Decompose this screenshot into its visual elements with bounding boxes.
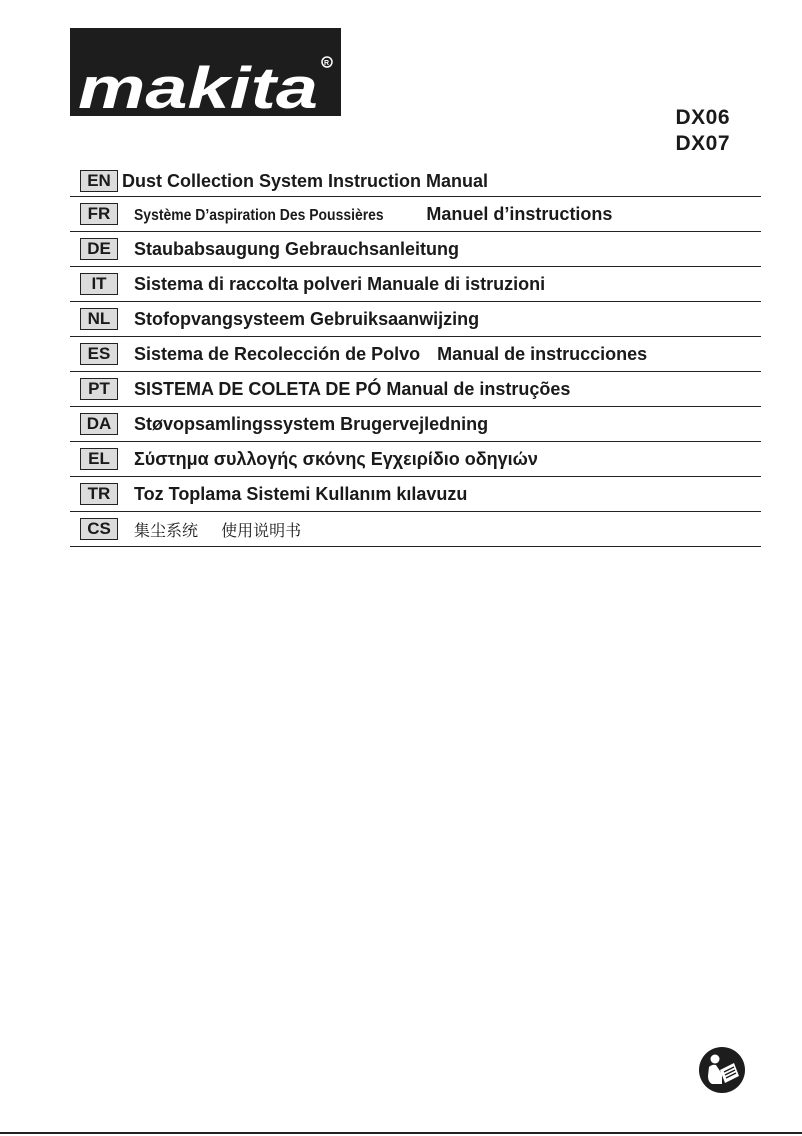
logo-wordmark: makita <box>78 56 318 116</box>
manual-title-part: Système D’aspiration Des Poussières <box>134 206 384 224</box>
manual-title-part: Sistema de Recolección de Polvo <box>134 343 421 364</box>
language-code: ES <box>80 343 118 365</box>
language-row-pt <box>70 372 761 407</box>
manual-title: Staubabsaugung Gebrauchsanleitung <box>134 238 460 259</box>
language-code: NL <box>80 308 118 330</box>
language-code: IT <box>80 273 118 295</box>
manual-title-part: Manual de instrucciones <box>437 343 648 364</box>
manual-title-part: 使用说明书 <box>221 520 302 540</box>
makita-logo-graphic <box>70 28 341 116</box>
model-number: DX06 <box>675 106 730 129</box>
language-code: EL <box>80 448 118 470</box>
svg-text:R: R <box>324 60 330 67</box>
makita-logo <box>70 28 341 116</box>
language-row-fr <box>70 197 761 232</box>
manual-title <box>134 204 612 225</box>
manual-title: Støvopsamlingssystem Brugervejledning <box>134 413 489 434</box>
page-bottom-rule <box>0 1132 802 1134</box>
language-code: CS <box>80 518 118 540</box>
manual-title: Toz Toplama Sistemi Kullanım kılavuzu <box>134 483 468 504</box>
language-list <box>70 166 761 547</box>
manual-title: Sistema di raccolta polveri Manuale di istruzioni <box>134 273 546 294</box>
language-row-it <box>70 267 761 302</box>
manual-title-part: 集尘系统 <box>134 520 199 540</box>
manual-title: Stofopvangsysteem Gebruiksaanwijzing <box>134 308 480 329</box>
language-code: PT <box>80 378 118 400</box>
manual-title: Σύστημα συλλογής σκόνης Εγχειρίδιο οδηγιών <box>134 448 538 469</box>
language-row-en <box>70 166 761 197</box>
model-numbers <box>675 105 730 157</box>
language-code: EN <box>80 170 118 192</box>
manual-title-part: Manuel d’instructions <box>426 203 613 224</box>
language-row-cs <box>70 512 761 547</box>
language-code: DA <box>80 413 118 435</box>
manual-title <box>134 344 647 365</box>
read-manual-icon <box>698 1046 746 1094</box>
language-code: DE <box>80 238 118 260</box>
language-code: FR <box>80 203 118 225</box>
language-row-tr <box>70 477 761 512</box>
language-row-de <box>70 232 761 267</box>
manual-title <box>134 518 301 541</box>
model-number: DX07 <box>675 132 730 155</box>
language-row-nl <box>70 302 761 337</box>
manual-title: Dust Collection System Instruction Manual <box>122 170 489 191</box>
language-row-es <box>70 337 761 372</box>
language-row-da <box>70 407 761 442</box>
language-row-el <box>70 442 761 477</box>
language-code: TR <box>80 483 118 505</box>
manual-title: SISTEMA DE COLETA DE PÓ Manual de instruções <box>134 378 571 399</box>
